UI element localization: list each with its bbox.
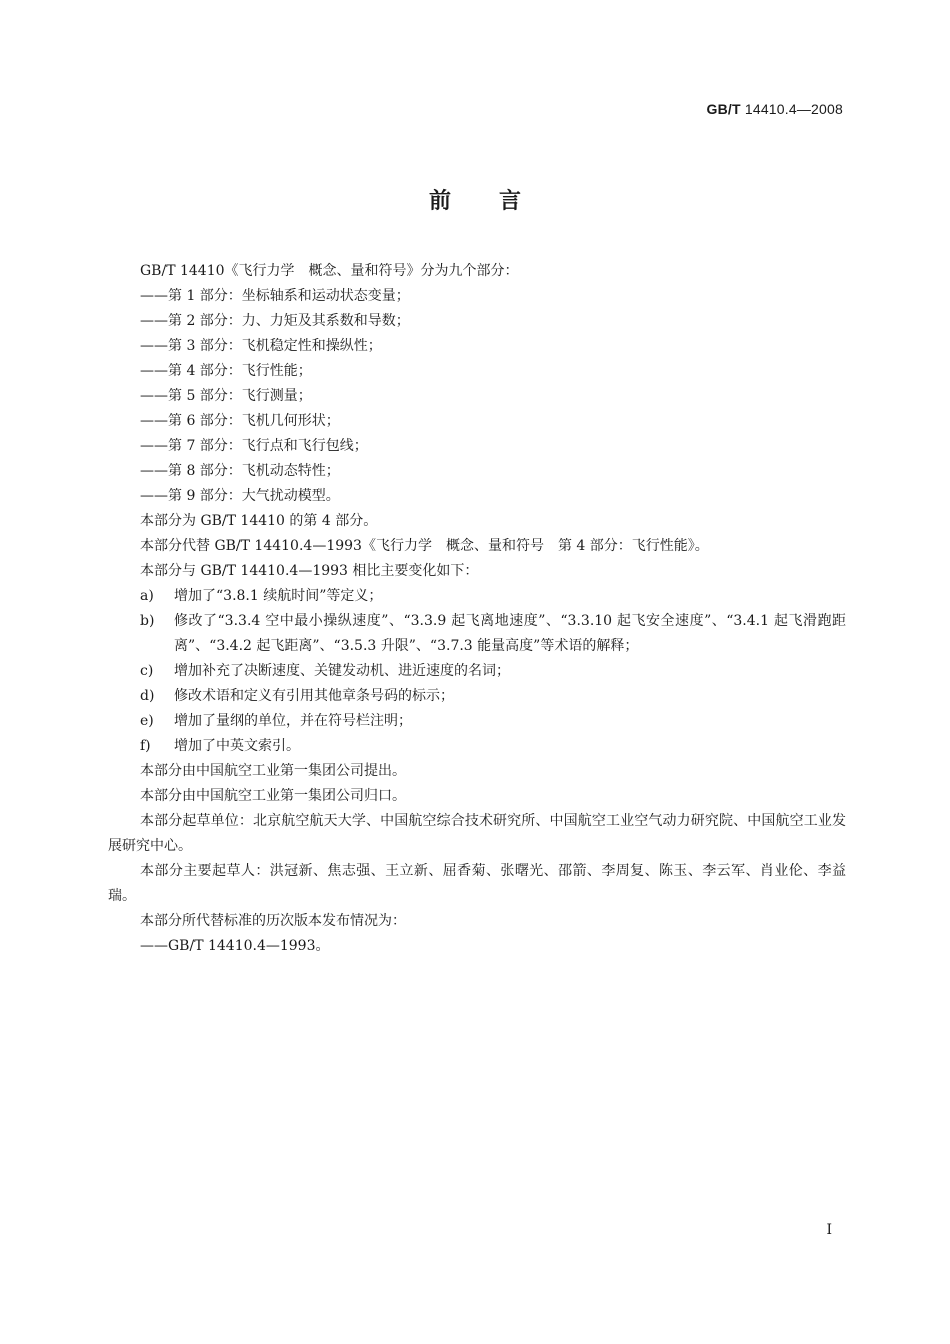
standard-number: [707, 101, 844, 117]
part-list-item: ——第 3 部分：飞机稳定性和操纵性；: [140, 338, 382, 354]
part-list-item: ——第 2 部分：力、力矩及其系数和导数；: [140, 313, 410, 329]
page-title: 前言: [428, 189, 569, 214]
drafters: 本部分主要起草人：洪冠新、焦志强、王立新、屈香菊、张曙光、邵箭、李周复、陈玉、李云军、肖业伦、李益瑞。: [108, 863, 846, 904]
change-marker: f): [140, 738, 151, 754]
change-marker: c): [140, 663, 154, 679]
history-intro: 本部分所代替标准的历次版本发布情况为：: [140, 913, 406, 929]
change-text: 增加补充了决断速度、关键发动机、进近速度的名词；: [174, 663, 510, 679]
change-list-item: [108, 659, 846, 684]
change-list-item: [108, 609, 846, 659]
foreword-body: [108, 259, 846, 959]
change-marker: d): [140, 688, 155, 704]
part-list-item: ——第 1 部分：坐标轴系和运动状态变量；: [140, 288, 410, 304]
change-text: 增加了中英文索引。: [174, 738, 300, 754]
page-number: I: [826, 1222, 832, 1238]
part-list-item: ——第 5 部分：飞行测量；: [140, 388, 312, 404]
change-list-item: [108, 584, 846, 609]
change-list-item: [108, 684, 846, 709]
part-list-item: ——第 4 部分：飞行性能；: [140, 363, 312, 379]
change-text: 修改了“3.3.4 空中最小操纵速度”、“3.3.9 起飞离地速度”、“3.3.10 起飞安全速度”、“3.4.1 起飞滑跑距离”、“3.4.2 起飞距离”、“3.5.3 升限”、“3.7.3 能量高度”等术语的解释；: [174, 613, 846, 654]
part-list-item: ——第 7 部分：飞行点和飞行包线；: [140, 438, 368, 454]
change-list-item: [108, 709, 846, 734]
proposed-by: 本部分由中国航空工业第一集团公司提出。: [140, 763, 406, 779]
drafting-units: 本部分起草单位：北京航空航天大学、中国航空综合技术研究所、中国航空工业空气动力研究院、中国航空工业发展研究中心。: [108, 813, 846, 854]
change-list-item: [108, 734, 846, 759]
history-item: ——GB/T 14410.4—1993。: [140, 938, 330, 954]
change-text: 增加了“3.8.1 续航时间”等定义；: [174, 588, 383, 604]
replaces-statement: 本部分代替 GB/T 14410.4—1993《飞行力学 概念、量和符号 第 4 部分：飞行性能》。: [140, 538, 709, 554]
change-marker: b): [140, 613, 155, 629]
standard-code: GB/T: [706, 101, 741, 117]
intro-paragraph: GB/T 14410《飞行力学 概念、量和符号》分为九个部分：: [140, 263, 519, 279]
managed-by: 本部分由中国航空工业第一集团公司归口。: [140, 788, 406, 804]
part-list-item: ——第 9 部分：大气扰动模型。: [140, 488, 340, 504]
standard-id: 14410.4—2008: [744, 101, 843, 117]
part-list-item: ——第 6 部分：飞机几何形状；: [140, 413, 340, 429]
change-marker: a): [140, 588, 154, 604]
change-text: 修改术语和定义有引用其他章条号码的标示；: [174, 688, 454, 704]
change-marker: e): [140, 713, 154, 729]
part-statement: 本部分为 GB/T 14410 的第 4 部分。: [140, 513, 378, 529]
part-list-item: ——第 8 部分：飞机动态特性；: [140, 463, 340, 479]
change-text: 增加了量纲的单位，并在符号栏注明；: [174, 713, 412, 729]
changes-intro: 本部分与 GB/T 14410.4—1993 相比主要变化如下：: [140, 563, 479, 579]
